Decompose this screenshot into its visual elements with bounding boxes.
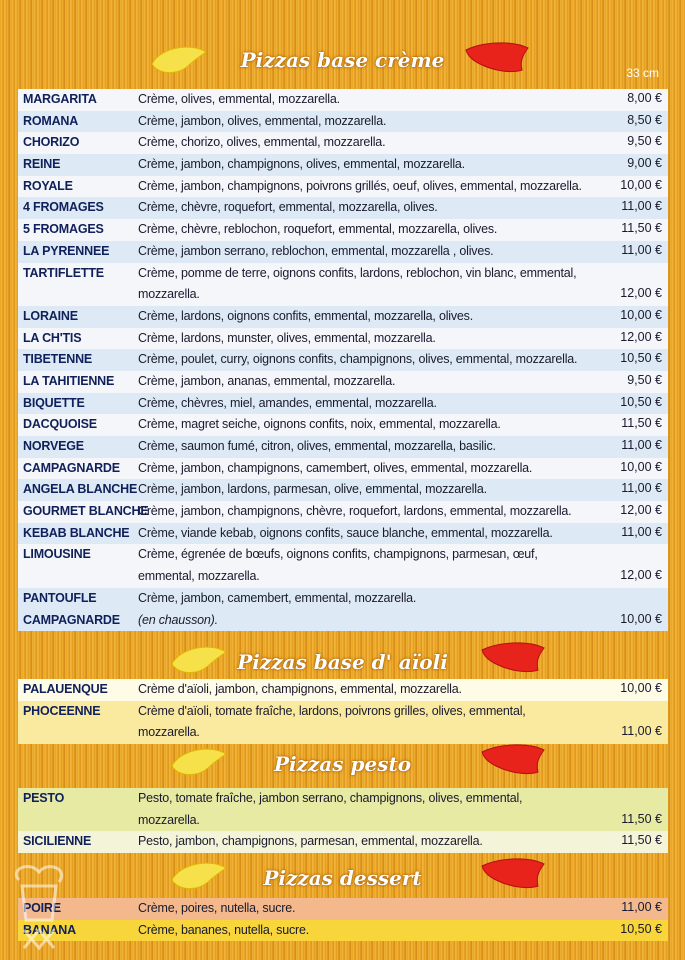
pizza-price: 12,00 € bbox=[620, 329, 662, 344]
pizza-name-line: LA PYRENNEE bbox=[23, 243, 110, 258]
menu-row bbox=[18, 371, 668, 393]
pizza-name-line: KEBAB BLANCHE bbox=[23, 525, 130, 540]
pizza-description bbox=[135, 241, 598, 263]
pizza-price: 10,50 € bbox=[620, 351, 662, 366]
section-title: Pizzas base crème bbox=[240, 48, 445, 72]
pizza-name-line: SICILIENNE bbox=[23, 834, 92, 849]
section-title: Pizzas dessert bbox=[263, 866, 422, 890]
pizza-name-line: PALAUENQUE bbox=[23, 682, 108, 696]
description-line: mozzarella. bbox=[138, 287, 200, 302]
pizza-name bbox=[18, 788, 135, 810]
description-line: Crème, pomme de terre, oignons confits, lardons, reblochon, vin blanc, emmental, bbox=[138, 265, 577, 280]
pizza-name-line: PHOCEENNE bbox=[23, 703, 101, 718]
pizza-name-line: MARGARITA bbox=[23, 92, 97, 106]
pizza-name-line: LA CH'TIS bbox=[23, 330, 82, 345]
pizza-name bbox=[18, 371, 135, 393]
pizza-description bbox=[135, 679, 598, 701]
pizza-description bbox=[135, 788, 598, 831]
pizza-name bbox=[18, 523, 135, 545]
pizza-price: 12,00 € bbox=[620, 568, 662, 583]
description-line: Crème, poulet, curry, oignons confits, champignons, olives, emmental, mozzarella. bbox=[138, 352, 578, 367]
pizza-name-line: CAMPAGNARDE bbox=[23, 612, 120, 627]
description-line: Crème, chèvre, roquefort, emmental, mozzarella, olives. bbox=[138, 200, 438, 215]
pizza-name-line: DACQUOISE bbox=[23, 417, 97, 432]
menu-row bbox=[18, 436, 668, 458]
pizza-price: 11,00 € bbox=[621, 438, 662, 452]
description-line: Crème, chorizo, olives, emmental, mozzarella. bbox=[138, 135, 386, 150]
pizza-price: 9,50 € bbox=[627, 372, 662, 387]
section-header-dessert bbox=[0, 856, 685, 902]
pizza-name-line: REINE bbox=[23, 157, 61, 172]
pizza-description bbox=[135, 544, 598, 587]
menu-row bbox=[18, 414, 668, 436]
size-label: 33 cm bbox=[626, 66, 659, 80]
section-header-pesto bbox=[0, 744, 685, 790]
pizza-description bbox=[135, 263, 598, 306]
menu-row bbox=[18, 831, 668, 853]
pizza-name-line: TIBETENNE bbox=[23, 352, 93, 367]
pizza-description bbox=[135, 219, 598, 241]
pizza-description bbox=[135, 436, 598, 458]
pizza-price: 8,00 € bbox=[627, 90, 662, 105]
red-pepper-icon bbox=[478, 742, 548, 778]
menu-row bbox=[18, 920, 668, 942]
menu-row bbox=[18, 197, 668, 219]
description-line: Crème, lardons, oignons confits, emmental, mozzarella, olives. bbox=[138, 308, 473, 323]
description-line: mozzarella. bbox=[138, 725, 200, 740]
pizza-description bbox=[135, 588, 598, 631]
pizza-price: 10,50 € bbox=[620, 921, 662, 936]
description-line: Crème, jambon, champignons, olives, emmental, mozzarella. bbox=[138, 157, 465, 172]
pizza-name bbox=[18, 501, 149, 523]
pizza-description bbox=[135, 89, 598, 111]
pizza-name bbox=[18, 349, 135, 371]
pizza-name-line: ROYALE bbox=[23, 178, 73, 193]
menu-row bbox=[18, 263, 668, 306]
menu-row bbox=[18, 176, 668, 198]
pizza-name bbox=[18, 176, 135, 198]
menu-row bbox=[18, 544, 668, 587]
description-line: Crème, jambon, champignons, poivrons grillés, oeuf, olives, emmental, mozzarella. bbox=[138, 178, 582, 193]
pizza-price: 11,50 € bbox=[621, 811, 662, 826]
pizza-name-line: PESTO bbox=[23, 791, 65, 805]
pizza-price: 11,00 € bbox=[621, 481, 662, 496]
menu-row bbox=[18, 501, 668, 523]
pizza-price: 12,00 € bbox=[620, 286, 662, 301]
pizza-name-line: CHORIZO bbox=[23, 135, 80, 150]
menu-row bbox=[18, 241, 668, 263]
menu-row bbox=[18, 306, 668, 328]
pizza-price: 11,00 € bbox=[621, 242, 662, 257]
pizza-name bbox=[18, 197, 135, 219]
menu-table-aioli bbox=[18, 679, 668, 744]
description-line: Crème, jambon, olives, emmental, mozzarella. bbox=[138, 113, 387, 128]
pizza-price: 9,50 € bbox=[627, 134, 662, 149]
section-title: Pizzas base d' aïoli bbox=[237, 650, 448, 674]
menu-row bbox=[18, 89, 668, 111]
pizza-description bbox=[135, 523, 598, 545]
pizza-name bbox=[18, 544, 135, 566]
pizza-name bbox=[18, 436, 135, 458]
pizza-price: 10,00 € bbox=[620, 307, 662, 322]
pizza-price: 11,50 € bbox=[621, 833, 662, 848]
description-line: Crème, jambon, ananas, emmental, mozzarella. bbox=[138, 373, 396, 388]
pizza-name-line: 4 FROMAGES bbox=[23, 200, 104, 215]
pizza-price: 10,50 € bbox=[620, 394, 662, 409]
menu-row bbox=[18, 679, 668, 701]
description-line: Crème, jambon, champignons, chèvre, roquefort, lardons, emmental, mozzarella. bbox=[138, 504, 572, 519]
pizza-description bbox=[135, 831, 598, 853]
description-line: Crème, bananes, nutella, sucre. bbox=[138, 922, 309, 937]
pizza-name-line: CAMPAGNARDE bbox=[23, 460, 120, 475]
pizza-price: 11,00 € bbox=[621, 524, 662, 539]
pizza-description bbox=[135, 306, 598, 328]
menu-row bbox=[18, 523, 668, 545]
pizza-name-line: LA TAHITIENNE bbox=[23, 373, 115, 388]
menu-table-pesto bbox=[18, 788, 668, 853]
pizza-name bbox=[18, 111, 135, 133]
pizza-name bbox=[18, 588, 135, 631]
pizza-name-line: ROMANA bbox=[23, 113, 79, 128]
pizza-description bbox=[135, 132, 598, 154]
description-line: Crème, poires, nutella, sucre. bbox=[138, 901, 296, 915]
pizza-description bbox=[135, 501, 598, 523]
menu-row bbox=[18, 111, 668, 133]
pizza-name-line: LIMOUSINE bbox=[23, 547, 91, 562]
pizza-name bbox=[18, 89, 135, 111]
description-line: emmental, mozzarella. bbox=[138, 569, 260, 584]
pizza-name-line: LORAINE bbox=[23, 308, 78, 323]
menu-table-dessert bbox=[18, 898, 668, 941]
description-line: Crème, jambon, lardons, parmesan, olive, emmental, mozzarella. bbox=[138, 482, 487, 497]
pizza-name-line: GOURMET BLANCHE bbox=[23, 504, 149, 519]
pizza-description bbox=[135, 197, 598, 219]
pizza-name bbox=[18, 241, 135, 263]
pizza-description bbox=[135, 393, 598, 415]
pizza-price: 10,00 € bbox=[620, 611, 662, 626]
pizza-price: 10,00 € bbox=[620, 177, 662, 192]
pizza-description bbox=[135, 371, 598, 393]
description-line: Crème, jambon, champignons, camembert, olives, emmental, mozzarella. bbox=[138, 460, 533, 475]
pizza-name bbox=[18, 219, 135, 241]
menu-row bbox=[18, 154, 668, 176]
pizza-price: 10,00 € bbox=[620, 680, 662, 695]
section-header-creme bbox=[0, 38, 685, 84]
description-line: Crème, jambon serrano, reblochon, emmental, mozzarella , olives. bbox=[138, 243, 494, 258]
menu-table-creme bbox=[18, 89, 668, 631]
pizza-description bbox=[135, 898, 598, 920]
pizza-name-line: 5 FROMAGES bbox=[23, 222, 104, 237]
description-line: Crème, magret seiche, oignons confits, noix, emmental, mozzarella. bbox=[138, 417, 501, 432]
pizza-description bbox=[135, 458, 598, 480]
menu-row bbox=[18, 458, 668, 480]
pizza-name bbox=[18, 701, 135, 723]
menu-row bbox=[18, 588, 668, 631]
pizza-name bbox=[18, 306, 135, 328]
description-line: Crème d'aïoli, tomate fraîche, lardons, poivrons grilles, olives, emmental, bbox=[138, 703, 526, 718]
pizza-name bbox=[18, 679, 135, 701]
description-line: Crème, égrenée de bœufs, oignons confits, champignons, parmesan, œuf, bbox=[138, 547, 538, 562]
red-pepper-icon bbox=[478, 640, 548, 676]
menu-row bbox=[18, 701, 668, 744]
pizza-name-line: ANGELA BLANCHE bbox=[23, 482, 138, 497]
menu-row bbox=[18, 328, 668, 350]
pizza-price: 9,00 € bbox=[627, 156, 662, 171]
pizza-description bbox=[135, 414, 598, 436]
pizza-price: 10,00 € bbox=[620, 459, 662, 474]
pizza-description bbox=[135, 701, 598, 744]
description-line: Crème, saumon fumé, citron, olives, emmental, mozzarella, basilic. bbox=[138, 439, 496, 454]
pizza-name-line: NORVEGE bbox=[23, 439, 84, 454]
pizza-name-line: TARTIFLETTE bbox=[23, 265, 104, 280]
description-line: Crème, olives, emmental, mozzarella. bbox=[138, 92, 340, 106]
pizza-price: 11,50 € bbox=[621, 416, 662, 431]
pizza-name bbox=[18, 328, 135, 350]
section-title: Pizzas pesto bbox=[273, 752, 412, 776]
pizza-description bbox=[135, 920, 598, 942]
pizza-description bbox=[135, 154, 598, 176]
pizza-name bbox=[18, 393, 135, 415]
red-pepper-icon bbox=[462, 40, 532, 76]
description-line: Crème, lardons, munster, olives, emmental, mozzarella. bbox=[138, 330, 436, 345]
menu-row bbox=[18, 219, 668, 241]
pizza-name bbox=[18, 479, 138, 501]
pizza-price: 11,00 € bbox=[621, 899, 662, 914]
pizza-name bbox=[18, 458, 135, 480]
menu-row bbox=[18, 479, 668, 501]
pizza-price: 11,50 € bbox=[621, 221, 662, 236]
description-line: Crème, jambon, camembert, emmental, mozzarella. bbox=[138, 590, 417, 605]
pizza-price: 11,00 € bbox=[621, 199, 662, 214]
pizza-price: 11,00 € bbox=[621, 724, 662, 739]
pizza-name-line: PANTOUFLE bbox=[23, 590, 97, 605]
pizza-description bbox=[135, 479, 598, 501]
pizza-name bbox=[18, 414, 135, 436]
red-pepper-icon bbox=[478, 856, 548, 892]
description-line: Crème d'aïoli, jambon, champignons, emmental, mozzarella. bbox=[138, 682, 462, 696]
pizza-description bbox=[135, 176, 598, 198]
menu-row bbox=[18, 898, 668, 920]
menu-row bbox=[18, 349, 668, 371]
description-line: Pesto, tomate fraîche, jambon serrano, champignons, olives, emmental, bbox=[138, 791, 523, 805]
pizza-name-line: BIQUETTE bbox=[23, 395, 85, 410]
pizza-name-line: BANANA bbox=[23, 922, 76, 937]
pizza-name bbox=[18, 154, 135, 176]
menu-row bbox=[18, 788, 668, 831]
menu-row bbox=[18, 132, 668, 154]
description-line: Crème, chèvre, reblochon, roquefort, emmental, mozzarella, olives. bbox=[138, 222, 498, 237]
description-line: (en chausson). bbox=[138, 612, 218, 627]
description-line: Crème, viande kebab, oignons confits, sauce blanche, emmental, mozzarella. bbox=[138, 525, 553, 540]
description-line: Pesto, jambon, champignons, parmesan, emmental, mozzarella. bbox=[138, 834, 483, 849]
pizza-name bbox=[18, 263, 135, 285]
description-line: mozzarella. bbox=[138, 812, 200, 827]
description-line: Crème, chèvres, miel, amandes, emmental, mozzarella. bbox=[138, 395, 437, 410]
pizza-name bbox=[18, 132, 135, 154]
pizza-price: 12,00 € bbox=[620, 503, 662, 518]
pizza-name-line: POIRE bbox=[23, 901, 61, 915]
pizza-description bbox=[135, 349, 598, 371]
pizza-description bbox=[135, 328, 598, 350]
pizza-description bbox=[135, 111, 598, 133]
menu-row bbox=[18, 393, 668, 415]
pizza-price: 8,50 € bbox=[627, 112, 662, 127]
pizza-name bbox=[18, 831, 135, 853]
chef-logo-watermark bbox=[4, 860, 74, 950]
